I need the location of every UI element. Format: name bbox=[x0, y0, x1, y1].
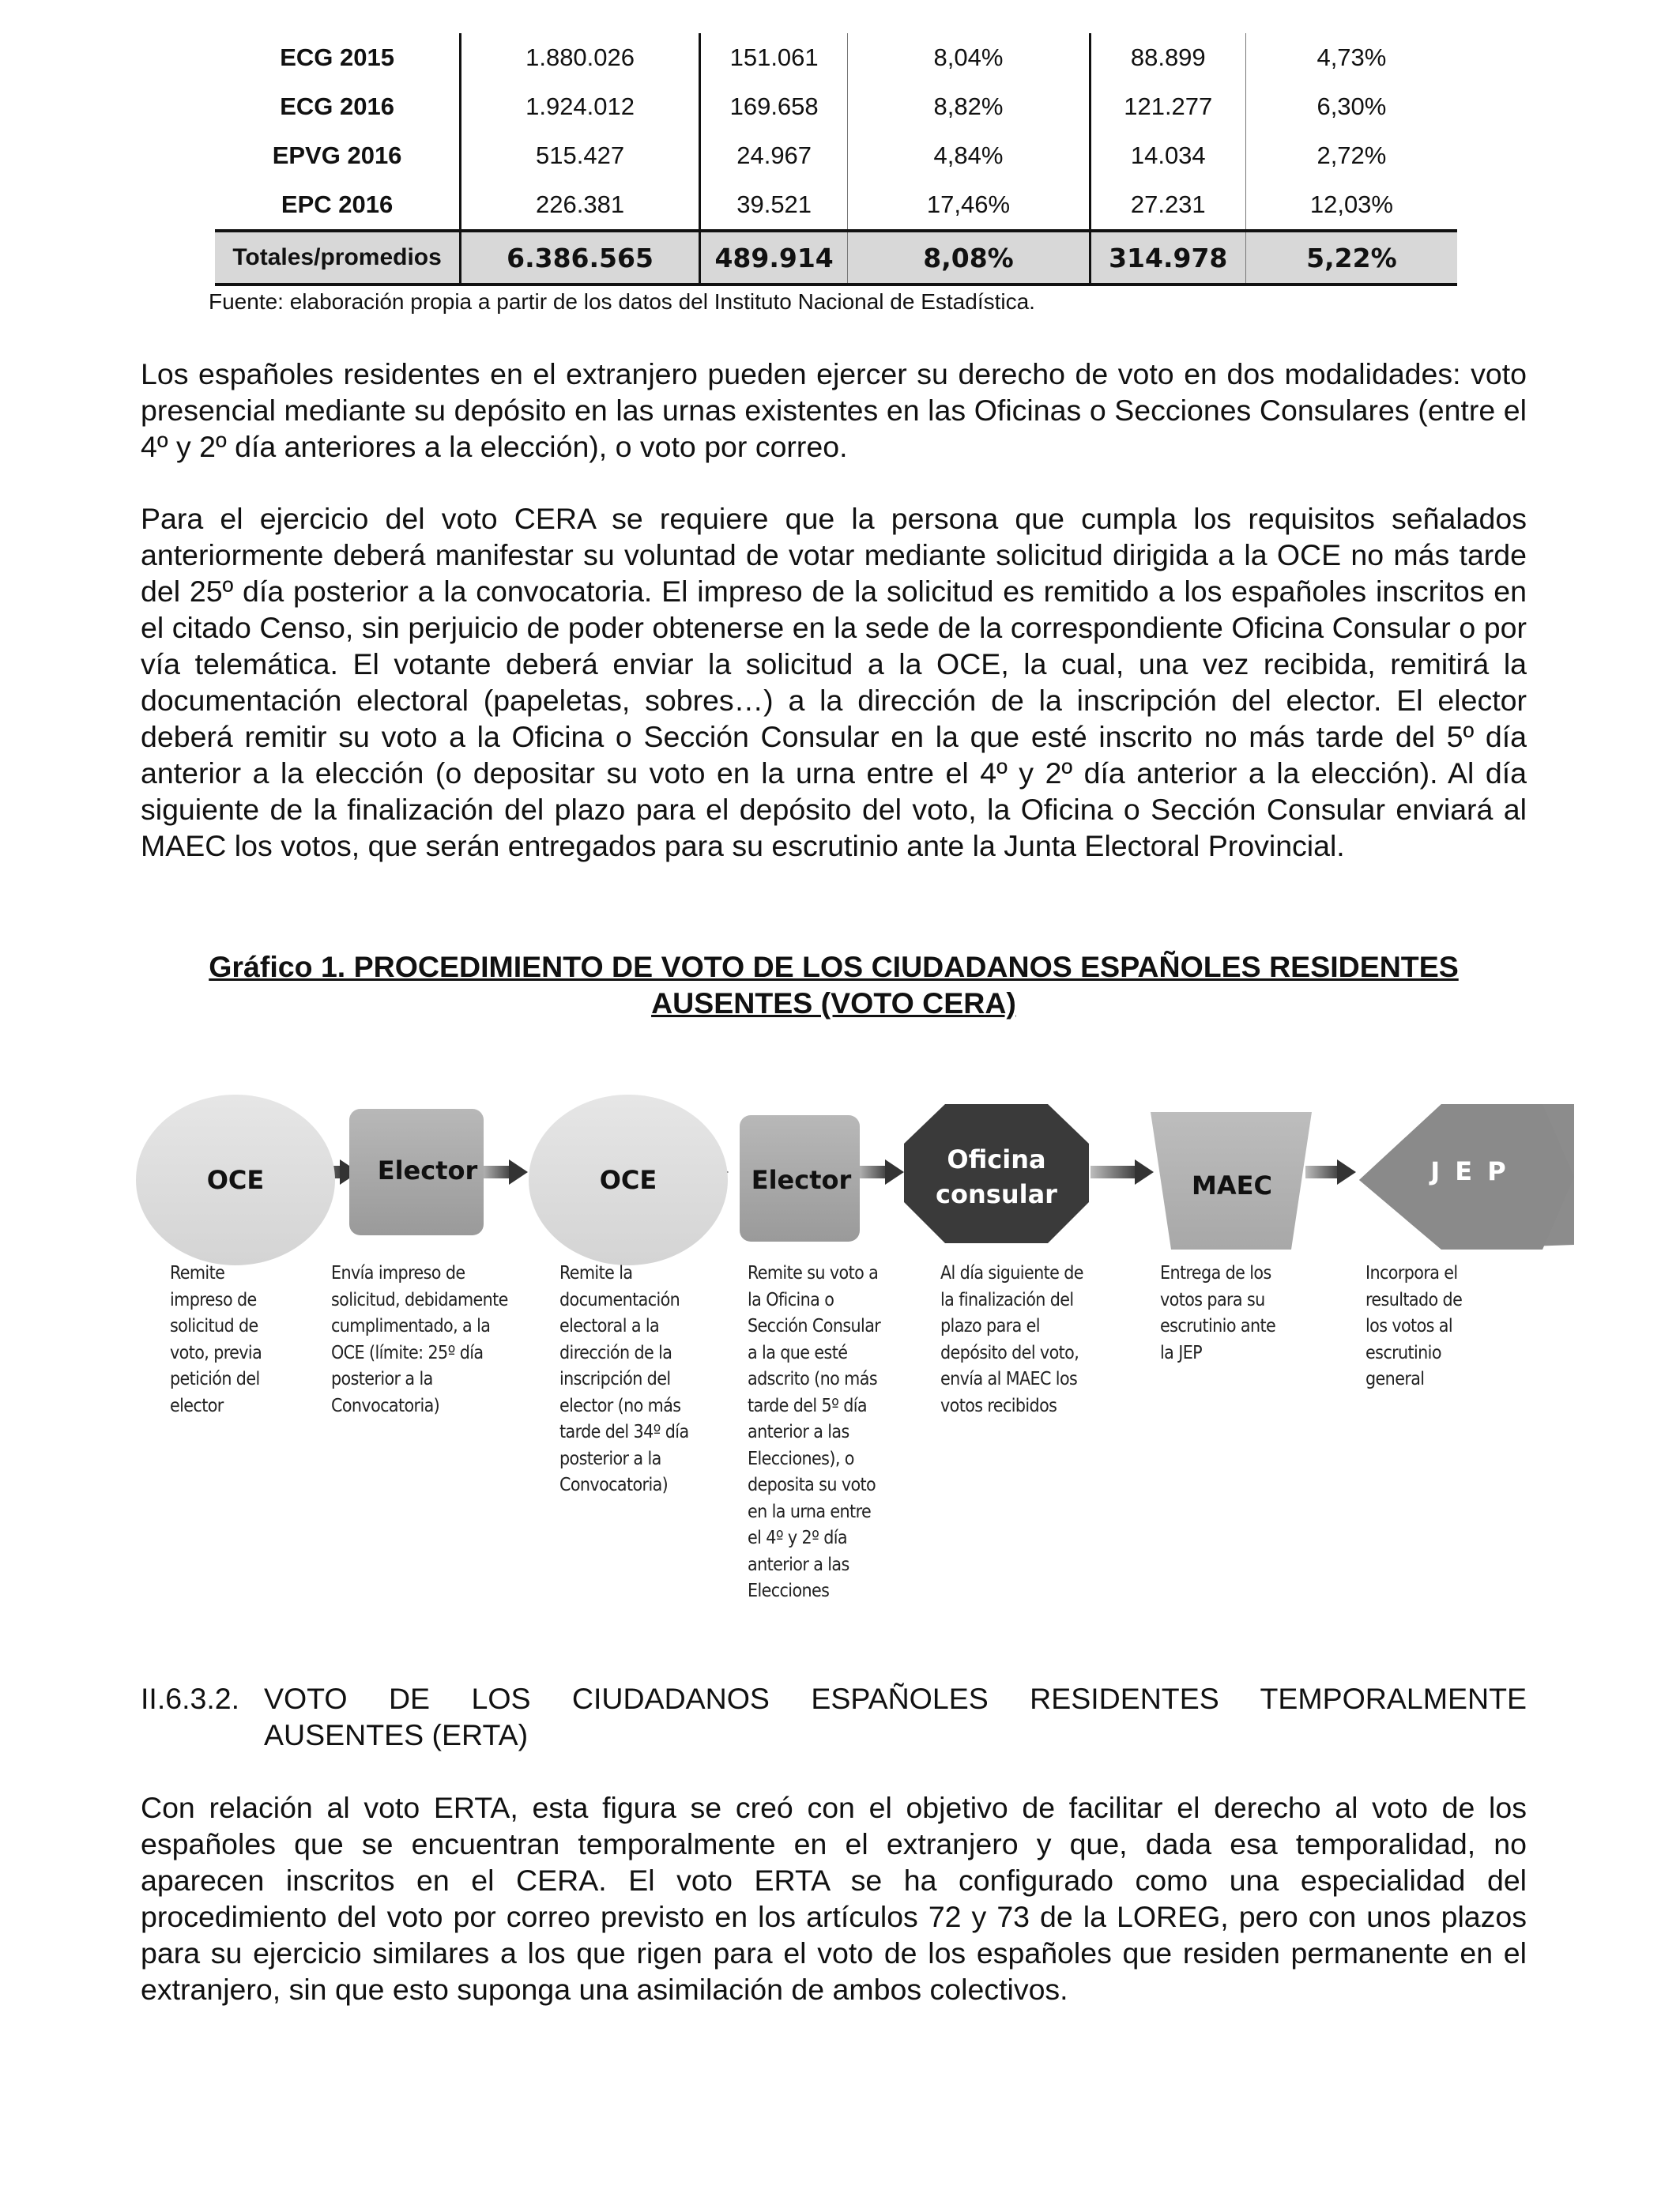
step-description-3: Remite la documentación electoral a la dirección de la inscripción del elector (no más tarde del 34º día posterior a la Convocatoria) bbox=[559, 1263, 689, 1495]
table-source-note: Fuente: elaboración propia a partir de los datos del Instituto Nacional de Estadística. bbox=[209, 289, 1035, 314]
step-description-4: Remite su voto a la Oficina o Sección Consular a la que esté adscrito (no más tarde del 5º día anterior a las Elecciones), o deposita su voto en la urna entre el 4º y 2º día anterior a las Elecciones bbox=[748, 1263, 881, 1601]
step-oce-2 bbox=[529, 1095, 728, 1265]
arrow-4 bbox=[857, 1159, 904, 1185]
table-cell: 489.914 bbox=[699, 231, 847, 285]
step-oce-1 bbox=[136, 1095, 335, 1265]
table-cell: 88.899 bbox=[1090, 33, 1245, 82]
totals-row bbox=[215, 231, 1457, 285]
table-cell: 27.231 bbox=[1090, 180, 1245, 231]
step-elector-2 bbox=[740, 1115, 860, 1242]
table-cell: 226.381 bbox=[461, 180, 700, 231]
step-description-2: Envía impreso de solicitud, debidamente cumplimentado, a la OCE (límite: 25º día posterior a la Convocatoria) bbox=[331, 1263, 508, 1416]
table-cell: 6.386.565 bbox=[461, 231, 700, 285]
step-elector-1 bbox=[349, 1109, 484, 1235]
step-label: consular bbox=[936, 1179, 1057, 1209]
table-cell: 314.978 bbox=[1090, 231, 1245, 285]
table-cell: 24.967 bbox=[699, 131, 847, 180]
step-maec bbox=[1151, 1112, 1312, 1250]
paragraph-erta: Con relación al voto ERTA, esta figura se creó con el objetivo de facilitar el derecho al voto de los españoles que se encuentran temporalmente en el extranjero y que, dada esa temporalidad, no aparecen inscritos en el CERA. El voto ERTA se ha configurado como una especialidad del procedimiento del voto por correo previsto en los artículos 72 y 73 de la LOREG, pero con unos plazos para su ejercicio similares a los que rigen para el voto de los españoles que residen permanente en el extranjero, sin que esto suponga una asimilación de ambos colectivos. bbox=[141, 1791, 1527, 2006]
table-cell: 151.061 bbox=[699, 33, 847, 82]
step-description-6: Entrega de los votos para su escrutinio ante la JEP bbox=[1160, 1263, 1276, 1363]
section-title: VOTO DE LOS CIUDADANOS ESPAÑOLES RESIDENTES TEMPORALMENTE bbox=[264, 1682, 1527, 1715]
paragraph-voting-modes: Los españoles residentes en el extranjero pueden ejercer su derecho de voto en dos modalidades: voto presencial mediante su depósito en las urnas existentes en las Oficinas o Secciones Consulares (entre el 4º y 2º día anteriores a la elección), o voto por correo. bbox=[141, 357, 1527, 463]
step-label: Elector bbox=[751, 1165, 852, 1195]
section-number: II.6.3.2. bbox=[141, 1682, 240, 1715]
section-title-continued: AUSENTES (ERTA) bbox=[264, 1718, 529, 1751]
step-label: Oficina bbox=[947, 1144, 1046, 1174]
step-label: Elector bbox=[377, 1155, 478, 1186]
step-jep bbox=[1359, 1104, 1574, 1250]
table-cell: 14.034 bbox=[1090, 131, 1245, 180]
arrow-5 bbox=[1090, 1159, 1154, 1185]
step-oficina-consular bbox=[904, 1104, 1089, 1243]
table-row bbox=[215, 82, 1457, 131]
table-cell: 1.924.012 bbox=[461, 82, 700, 131]
table-cell: 12,03% bbox=[1245, 180, 1457, 231]
arrow-2 bbox=[480, 1159, 528, 1185]
step-description-5: Al día siguiente de la finalización del plazo para el depósito del voto, envía al MAEC los votos recibidos bbox=[940, 1263, 1083, 1416]
figure-title: Gráfico 1. PROCEDIMIENTO DE VOTO DE LOS CIUDADANOS ESPAÑOLES RESIDENTES AUSENTES (VOTO CERA) bbox=[209, 950, 1459, 1020]
table-cell: 8,08% bbox=[848, 231, 1090, 285]
table-cell: 4,84% bbox=[848, 131, 1090, 180]
table-cell: 1.880.026 bbox=[461, 33, 700, 82]
step-label: MAEC bbox=[1192, 1171, 1272, 1201]
table-cell: 39.521 bbox=[699, 180, 847, 231]
row-label: EPC 2016 bbox=[281, 190, 394, 218]
table-row bbox=[215, 33, 1457, 82]
step-label: OCE bbox=[599, 1165, 657, 1195]
arrow-6 bbox=[1305, 1159, 1356, 1185]
row-label: EPVG 2016 bbox=[272, 141, 402, 169]
table-cell: 169.658 bbox=[699, 82, 847, 131]
row-label: ECG 2015 bbox=[280, 43, 394, 71]
table-cell: 17,46% bbox=[848, 180, 1090, 231]
table-cell: 121.277 bbox=[1090, 82, 1245, 131]
table-cell: 8,82% bbox=[848, 82, 1090, 131]
step-label: OCE bbox=[206, 1165, 265, 1195]
step-label: J E P bbox=[1430, 1156, 1509, 1186]
table-cell: 8,04% bbox=[848, 33, 1090, 82]
table-cell: 6,30% bbox=[1245, 82, 1457, 131]
table-row bbox=[215, 180, 1457, 231]
table-cell: 5,22% bbox=[1245, 231, 1457, 285]
totals-label: Totales/promedios bbox=[215, 231, 461, 285]
step-description-1: Remite impreso de solicitud de voto, previa petición del elector bbox=[170, 1263, 262, 1416]
table-cell: 515.427 bbox=[461, 131, 700, 180]
table-cell: 2,72% bbox=[1245, 131, 1457, 180]
table-cell: 4,73% bbox=[1245, 33, 1457, 82]
census-table bbox=[215, 33, 1457, 286]
table-row bbox=[215, 131, 1457, 180]
step-description-7: Incorpora el resultado de los votos al escrutinio general bbox=[1365, 1263, 1463, 1389]
row-label: ECG 2016 bbox=[280, 92, 394, 120]
paragraph-cera-procedure: Para el ejercicio del voto CERA se requiere que la persona que cumpla los requisitos señalados anteriormente deberá manifestar su voluntad de votar mediante solicitud dirigida a la OCE no más tarde del 25º día posterior a la convocatoria. El impreso de la solicitud es remitido a los españoles inscritos en el citado Censo, sin perjuicio de poder obtenerse en la sede de la correspondiente Oficina Consular o por vía telemática. El votante deberá enviar la solicitud a la OCE, la cual, una vez recibida, remitirá la documentación electoral (papeletas, sobres…) a la dirección de la inscripción del elector. El elector deberá remitir su voto a la Oficina o Sección Consular en la que esté inscrito no más tarde del 5º día anterior a la elección (o depositar su voto en la urna entre el 4º y 2º día anterior a la elección). Al día siguiente de la finalización del plazo para el depósito del voto, la Oficina o Sección Consular enviará al MAEC los votos, que serán entregados para su escrutinio ante la Junta Electoral Provincial. bbox=[141, 502, 1527, 862]
